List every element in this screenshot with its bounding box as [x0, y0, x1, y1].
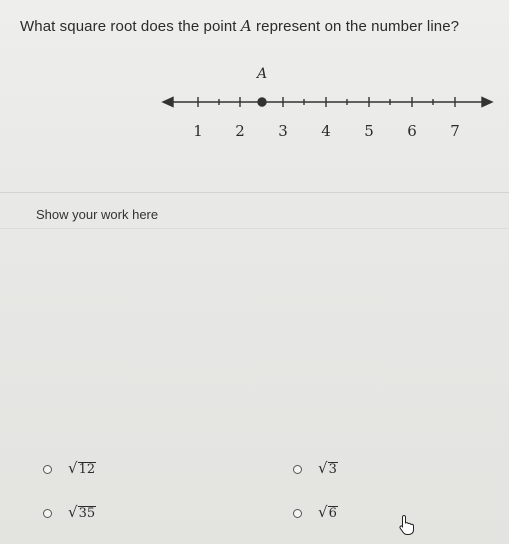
question-part-2: represent on the number line? [251, 18, 460, 35]
tick-label-4: 4 [321, 122, 331, 140]
choice-label [68, 505, 96, 521]
number-line-right-arrow [482, 98, 492, 107]
question-variable: A [240, 17, 252, 35]
point-a-dot [258, 98, 266, 106]
radicand: 12 [78, 462, 96, 477]
radicand: 35 [78, 506, 96, 521]
question-part-1: What square root does the point [20, 18, 241, 35]
tick-label-5: 5 [364, 122, 374, 140]
radio-button[interactable] [43, 509, 52, 518]
choice-label [68, 461, 96, 477]
radical-sign: √ [318, 503, 328, 521]
tick-label-7: 7 [450, 122, 460, 140]
point-a-label: A [256, 66, 268, 82]
work-area[interactable] [0, 228, 509, 439]
choice-label [318, 505, 338, 521]
tick-label-6: 6 [407, 122, 417, 140]
number-line [0, 0, 509, 160]
radical-sign: √ [68, 459, 78, 477]
number-line-left-arrow [163, 98, 173, 107]
radicand: 6 [328, 506, 337, 521]
hand-pointer-icon [398, 514, 416, 536]
choice-sqrt-3[interactable] [293, 461, 338, 477]
choice-sqrt-12[interactable] [43, 461, 96, 477]
radio-button[interactable] [293, 509, 302, 518]
choice-label [318, 461, 338, 477]
tick-label-1: 1 [193, 122, 203, 140]
radical-sign: √ [318, 459, 328, 477]
radical-sign: √ [68, 503, 78, 521]
section-divider [0, 192, 509, 193]
radio-button[interactable] [293, 465, 302, 474]
radio-button[interactable] [43, 465, 52, 474]
choice-sqrt-6[interactable] [293, 505, 338, 521]
choice-sqrt-35[interactable] [43, 505, 96, 521]
tick-label-3: 3 [278, 122, 288, 140]
tick-label-2: 2 [235, 122, 245, 140]
work-area-label: Show your work here [36, 207, 159, 222]
radicand: 3 [328, 462, 337, 477]
